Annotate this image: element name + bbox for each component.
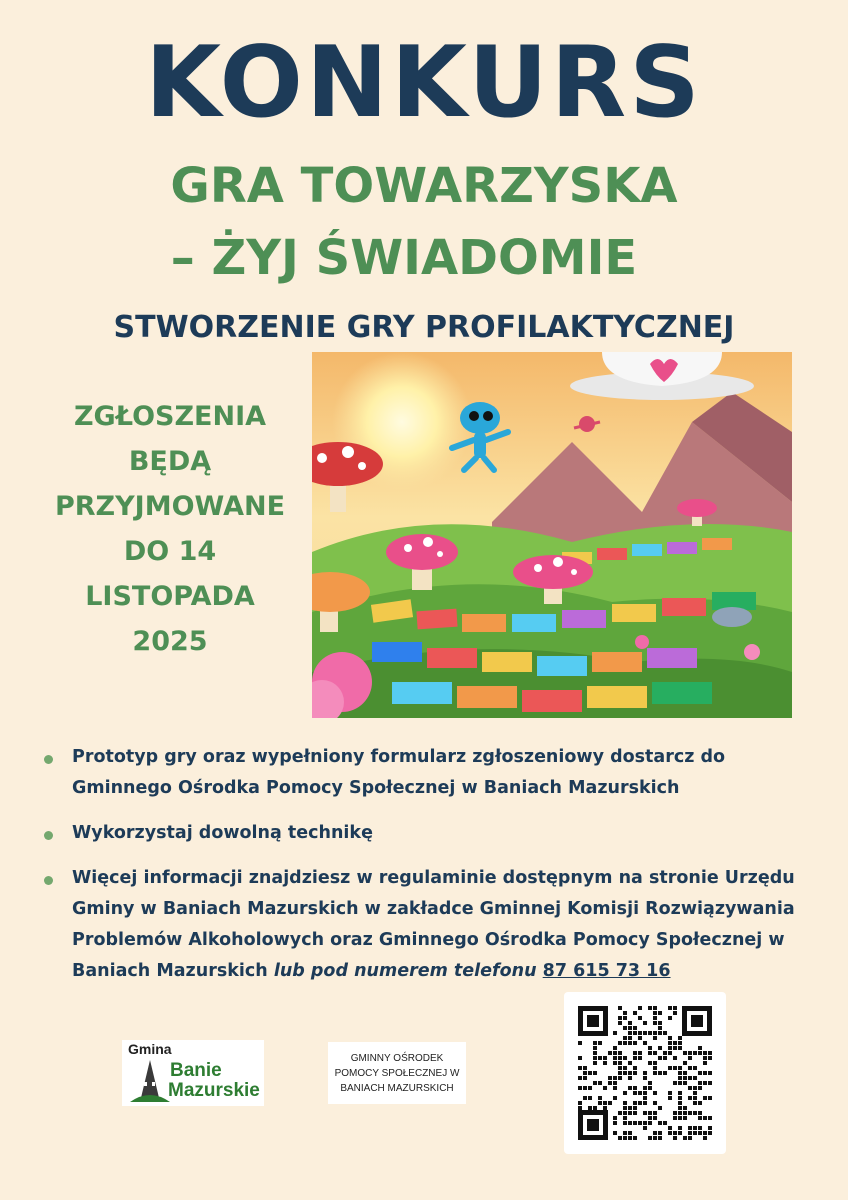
qr-module	[703, 1096, 707, 1100]
qr-module	[643, 1076, 647, 1080]
qr-module	[693, 1076, 697, 1080]
qr-module	[683, 1081, 687, 1085]
gmina-label: Gmina	[128, 1041, 172, 1057]
info-list	[40, 742, 800, 1001]
qr-module	[578, 1101, 582, 1105]
gmina-name-line1: Banie	[170, 1060, 222, 1081]
qr-module	[588, 1071, 592, 1075]
qr-module	[703, 1081, 707, 1085]
qr-module	[673, 1116, 677, 1120]
qr-module	[683, 1076, 687, 1080]
qr-module	[708, 1096, 712, 1100]
qr-module	[618, 1071, 622, 1075]
qr-module	[703, 1136, 707, 1140]
list-item-text: Prototyp gry oraz wypełniony formularz zgłoszeniowy dostarcz do Gminnego Ośrodka Pomocy Społecznej w Baniach Mazurskich	[72, 747, 726, 798]
qr-module	[623, 1111, 627, 1115]
qr-module	[643, 1111, 647, 1115]
qr-module	[658, 1021, 662, 1025]
qr-module	[668, 1066, 672, 1070]
qr-module	[633, 1011, 637, 1015]
qr-module	[643, 1031, 647, 1035]
qr-module	[588, 1106, 592, 1110]
qr-module	[698, 1126, 702, 1130]
church-tower-icon	[130, 1058, 170, 1104]
qr-module	[673, 1011, 677, 1015]
qr-module	[603, 1056, 607, 1060]
qr-module	[693, 1126, 697, 1130]
page-title: KONKURS	[145, 26, 703, 140]
qr-module	[673, 1041, 677, 1045]
qr-module	[633, 1066, 637, 1070]
qr-module	[583, 1096, 587, 1100]
qr-module	[623, 1041, 627, 1045]
qr-module	[583, 1086, 587, 1090]
qr-module	[628, 1021, 632, 1025]
qr-module	[708, 1051, 712, 1055]
qr-module	[678, 1091, 682, 1095]
qr-module	[658, 1071, 662, 1075]
qr-module	[593, 1061, 597, 1065]
qr-module	[668, 1041, 672, 1045]
qr-module	[623, 1131, 627, 1135]
qr-module	[638, 1036, 642, 1040]
qr-module	[633, 1101, 637, 1105]
qr-module	[658, 1106, 662, 1110]
bullet-icon	[44, 755, 53, 764]
qr-module	[648, 1031, 652, 1035]
qr-module	[653, 1051, 657, 1055]
qr-module	[688, 1111, 692, 1115]
qr-module	[628, 1086, 632, 1090]
qr-module	[613, 1121, 617, 1125]
qr-module	[613, 1076, 617, 1080]
gmina-logo	[122, 1040, 264, 1106]
list-item-text: Więcej informacji znajdziesz w regulaminie dostępnym na stronie Urzędu Gminy w Baniach Mazurskich w zakładce Gminnej Komisji Rozwiązywania Problemów Alkoholowych oraz Gminnego Ośrodka Pomocy Społecznej w Baniach Mazurskich	[72, 868, 795, 981]
qr-module	[643, 1021, 647, 1025]
qr-module	[618, 1111, 622, 1115]
qr-module	[633, 1111, 637, 1115]
qr-module	[578, 1076, 582, 1080]
qr-module	[633, 1091, 637, 1095]
qr-module	[678, 1066, 682, 1070]
qr-module	[663, 1056, 667, 1060]
qr-module	[703, 1056, 707, 1060]
qr-module	[613, 1081, 617, 1085]
qr-module	[603, 1086, 607, 1090]
qr-module	[608, 1051, 612, 1055]
deadline-line: PRZYJMOWANE	[54, 491, 286, 522]
qr-module	[613, 1096, 617, 1100]
qr-module	[613, 1046, 617, 1050]
qr-module	[618, 1076, 622, 1080]
qr-module	[633, 1026, 637, 1030]
qr-module	[668, 1016, 672, 1020]
qr-module	[688, 1096, 692, 1100]
qr-module	[633, 1031, 637, 1035]
qr-module	[668, 1006, 672, 1010]
qr-module	[623, 1121, 627, 1125]
qr-module	[693, 1051, 697, 1055]
qr-module	[638, 1121, 642, 1125]
qr-code-icon[interactable]	[564, 992, 726, 1154]
qr-module	[648, 1086, 652, 1090]
qr-module	[683, 1051, 687, 1055]
qr-module	[633, 1086, 637, 1090]
qr-module	[693, 1096, 697, 1100]
qr-module	[688, 1066, 692, 1070]
qr-module	[633, 1071, 637, 1075]
qr-module	[668, 1096, 672, 1100]
qr-module	[638, 1056, 642, 1060]
qr-module	[648, 1116, 652, 1120]
qr-module	[678, 1041, 682, 1045]
qr-module	[618, 1021, 622, 1025]
qr-module	[698, 1131, 702, 1135]
qr-module	[678, 1101, 682, 1105]
qr-module	[608, 1101, 612, 1105]
qr-module	[683, 1116, 687, 1120]
qr-module	[653, 1131, 657, 1135]
qr-module	[613, 1116, 617, 1120]
qr-module	[653, 1011, 657, 1015]
qr-module	[578, 1041, 582, 1045]
qr-module	[628, 1026, 632, 1030]
qr-module	[658, 1136, 662, 1140]
qr-module	[603, 1106, 607, 1110]
qr-module	[658, 1046, 662, 1050]
qr-module	[628, 1131, 632, 1135]
qr-module	[688, 1136, 692, 1140]
qr-module	[673, 1006, 677, 1010]
qr-module	[683, 1071, 687, 1075]
qr-module	[583, 1071, 587, 1075]
qr-module	[643, 1086, 647, 1090]
qr-module	[613, 1031, 617, 1035]
qr-module	[643, 1121, 647, 1125]
qr-module	[613, 1086, 617, 1090]
qr-module	[578, 1056, 582, 1060]
qr-module	[668, 1131, 672, 1135]
qr-module	[623, 1026, 627, 1030]
qr-module	[578, 1066, 582, 1070]
qr-module	[673, 1081, 677, 1085]
qr-module	[648, 1051, 652, 1055]
qr-module	[673, 1131, 677, 1135]
qr-module	[618, 1016, 622, 1020]
qr-module	[698, 1116, 702, 1120]
deadline-line: DO 14	[123, 536, 217, 567]
qr-module	[638, 1031, 642, 1035]
qr-module	[653, 1016, 657, 1020]
qr-module	[598, 1081, 602, 1085]
qr-module	[618, 1006, 622, 1010]
qr-module	[653, 1036, 657, 1040]
qr-module	[593, 1071, 597, 1075]
deadline-line: BĘDĄ	[128, 446, 212, 477]
qr-module	[638, 1091, 642, 1095]
qr-module	[628, 1036, 632, 1040]
qr-module	[698, 1046, 702, 1050]
qr-module	[643, 1126, 647, 1130]
deadline-line: ZGŁOSZENIA	[73, 401, 267, 432]
qr-module	[678, 1126, 682, 1130]
gops-logo	[328, 1042, 466, 1104]
qr-module	[688, 1126, 692, 1130]
qr-module	[683, 1136, 687, 1140]
qr-module	[658, 1026, 662, 1030]
qr-module	[683, 1106, 687, 1110]
qr-module	[708, 1056, 712, 1060]
bullet-icon	[44, 831, 53, 840]
qr-module	[668, 1051, 672, 1055]
qr-module	[658, 1031, 662, 1035]
qr-module	[593, 1051, 597, 1055]
qr-module	[608, 1076, 612, 1080]
qr-module	[678, 1096, 682, 1100]
gops-text: GMINNY OŚRODEK POMOCY SPOŁECZNEJ W BANIACH MAZURSKICH	[334, 1052, 460, 1094]
qr-module	[643, 1071, 647, 1075]
qr-module	[618, 1056, 622, 1060]
qr-module	[623, 1091, 627, 1095]
qr-module	[593, 1106, 597, 1110]
qr-module	[668, 1036, 672, 1040]
qr-module	[703, 1116, 707, 1120]
list-item-italic-text: lub pod numerem telefonu	[273, 961, 537, 981]
qr-module	[648, 1006, 652, 1010]
qr-module	[688, 1086, 692, 1090]
qr-module	[678, 1111, 682, 1115]
qr-module	[653, 1021, 657, 1025]
qr-module	[653, 1101, 657, 1105]
qr-module	[673, 1111, 677, 1115]
qr-module	[668, 1126, 672, 1130]
qr-module	[693, 1066, 697, 1070]
qr-module	[708, 1116, 712, 1120]
qr-module	[688, 1056, 692, 1060]
qr-module	[678, 1116, 682, 1120]
qr-module	[633, 1041, 637, 1045]
qr-module	[628, 1076, 632, 1080]
qr-module	[643, 1101, 647, 1105]
qr-module	[623, 1071, 627, 1075]
qr-module	[698, 1086, 702, 1090]
subtitle-line2: – ŻYJ ŚWIADOMIE	[170, 230, 638, 286]
qr-module	[653, 1136, 657, 1140]
qr-module	[648, 1111, 652, 1115]
qr-module	[703, 1061, 707, 1065]
qr-module	[658, 1011, 662, 1015]
qr-module	[648, 1136, 652, 1140]
qr-module	[663, 1071, 667, 1075]
qr-module	[623, 1056, 627, 1060]
qr-module	[698, 1071, 702, 1075]
qr-module	[653, 1066, 657, 1070]
qr-module	[698, 1051, 702, 1055]
qr-module	[628, 1041, 632, 1045]
qr-module	[613, 1131, 617, 1135]
qr-module	[618, 1066, 622, 1070]
list-item	[40, 863, 800, 987]
qr-module	[678, 1131, 682, 1135]
qr-module	[628, 1061, 632, 1065]
qr-module	[648, 1081, 652, 1085]
qr-module	[663, 1121, 667, 1125]
qr-module	[618, 1061, 622, 1065]
qr-module	[703, 1071, 707, 1075]
qr-module	[623, 1101, 627, 1105]
list-item	[40, 742, 800, 804]
qr-module	[693, 1086, 697, 1090]
qr-module	[703, 1051, 707, 1055]
qr-module	[693, 1131, 697, 1135]
qr-module	[678, 1071, 682, 1075]
qr-module	[688, 1076, 692, 1080]
qr-module	[688, 1051, 692, 1055]
phone-link[interactable]: 87 615 73 16	[542, 961, 671, 981]
qr-module	[598, 1056, 602, 1060]
qr-module	[653, 1116, 657, 1120]
qr-module	[663, 1031, 667, 1035]
qr-module	[638, 1016, 642, 1020]
qr-module	[668, 1091, 672, 1095]
qr-module	[628, 1071, 632, 1075]
qr-module	[688, 1131, 692, 1135]
qr-module	[623, 1016, 627, 1020]
qr-module	[703, 1131, 707, 1135]
qr-module	[633, 1051, 637, 1055]
qr-module	[698, 1111, 702, 1115]
qr-module	[603, 1101, 607, 1105]
qr-module	[618, 1051, 622, 1055]
qr-module	[653, 1061, 657, 1065]
bullet-icon	[44, 876, 53, 885]
qr-module	[678, 1046, 682, 1050]
qr-module	[698, 1081, 702, 1085]
qr-module	[628, 1121, 632, 1125]
qr-module	[708, 1126, 712, 1130]
qr-module	[623, 1136, 627, 1140]
qr-module	[623, 1011, 627, 1015]
qr-module	[628, 1111, 632, 1115]
qr-module	[623, 1116, 627, 1120]
qr-module	[593, 1081, 597, 1085]
qr-module	[618, 1041, 622, 1045]
qr-code-graphic	[564, 992, 726, 1154]
qr-module	[708, 1081, 712, 1085]
qr-module	[693, 1111, 697, 1115]
qr-module	[673, 1046, 677, 1050]
deadline-line: LISTOPADA	[85, 581, 255, 612]
qr-module	[678, 1036, 682, 1040]
qr-module	[633, 1136, 637, 1140]
qr-module	[618, 1136, 622, 1140]
qr-module	[648, 1046, 652, 1050]
qr-module	[708, 1131, 712, 1135]
subtitle-line1: GRA TOWARZYSKA	[170, 158, 678, 214]
qr-module	[598, 1041, 602, 1045]
qr-module	[643, 1091, 647, 1095]
qr-module	[693, 1101, 697, 1105]
qr-module	[658, 1056, 662, 1060]
qr-module	[633, 1121, 637, 1125]
qr-module	[683, 1111, 687, 1115]
qr-module	[583, 1076, 587, 1080]
qr-module	[613, 1056, 617, 1060]
gmina-name-line2: Mazurskie	[168, 1080, 260, 1101]
qr-module	[643, 1041, 647, 1045]
qr-module	[613, 1051, 617, 1055]
qr-module	[653, 1091, 657, 1095]
qr-module	[578, 1086, 582, 1090]
qr-module	[613, 1061, 617, 1065]
qr-module	[653, 1111, 657, 1115]
qr-module	[593, 1046, 597, 1050]
tagline: STWORZENIE GRY PROFILAKTYCZNEJ	[113, 310, 735, 345]
qr-module	[603, 1061, 607, 1065]
board-game-fantasy-landscape-icon	[312, 352, 792, 718]
qr-module	[658, 1131, 662, 1135]
deadline-block	[40, 394, 300, 664]
qr-module	[628, 1106, 632, 1110]
qr-module	[623, 1066, 627, 1070]
qr-module	[678, 1106, 682, 1110]
board-game-illustration	[312, 352, 792, 718]
qr-module	[648, 1061, 652, 1065]
qr-module	[623, 1106, 627, 1110]
qr-module	[643, 1096, 647, 1100]
qr-module	[628, 1031, 632, 1035]
qr-module	[653, 1031, 657, 1035]
qr-module	[693, 1091, 697, 1095]
qr-module	[638, 1101, 642, 1105]
qr-module	[628, 1136, 632, 1140]
qr-module	[673, 1056, 677, 1060]
qr-module	[633, 1106, 637, 1110]
qr-module	[608, 1081, 612, 1085]
qr-module	[583, 1066, 587, 1070]
qr-module	[678, 1081, 682, 1085]
qr-module	[588, 1086, 592, 1090]
qr-module	[698, 1101, 702, 1105]
qr-module	[633, 1056, 637, 1060]
deadline-line: 2025	[132, 626, 208, 657]
qr-module	[673, 1136, 677, 1140]
qr-module	[653, 1071, 657, 1075]
qr-module	[668, 1046, 672, 1050]
qr-module	[678, 1076, 682, 1080]
qr-module	[663, 1051, 667, 1055]
qr-module	[658, 1121, 662, 1125]
qr-module	[638, 1006, 642, 1010]
qr-module	[708, 1071, 712, 1075]
qr-module	[638, 1051, 642, 1055]
qr-module	[653, 1006, 657, 1010]
list-item-text: Wykorzystaj dowolną technikę	[72, 823, 373, 843]
qr-module	[648, 1121, 652, 1125]
list-item	[40, 818, 800, 849]
qr-module	[593, 1056, 597, 1060]
qr-module	[578, 1106, 582, 1110]
qr-module	[673, 1066, 677, 1070]
qr-module	[598, 1096, 602, 1100]
qr-module	[623, 1036, 627, 1040]
qr-module	[593, 1041, 597, 1045]
qr-module	[588, 1096, 592, 1100]
qr-module	[683, 1061, 687, 1065]
qr-module	[598, 1101, 602, 1105]
